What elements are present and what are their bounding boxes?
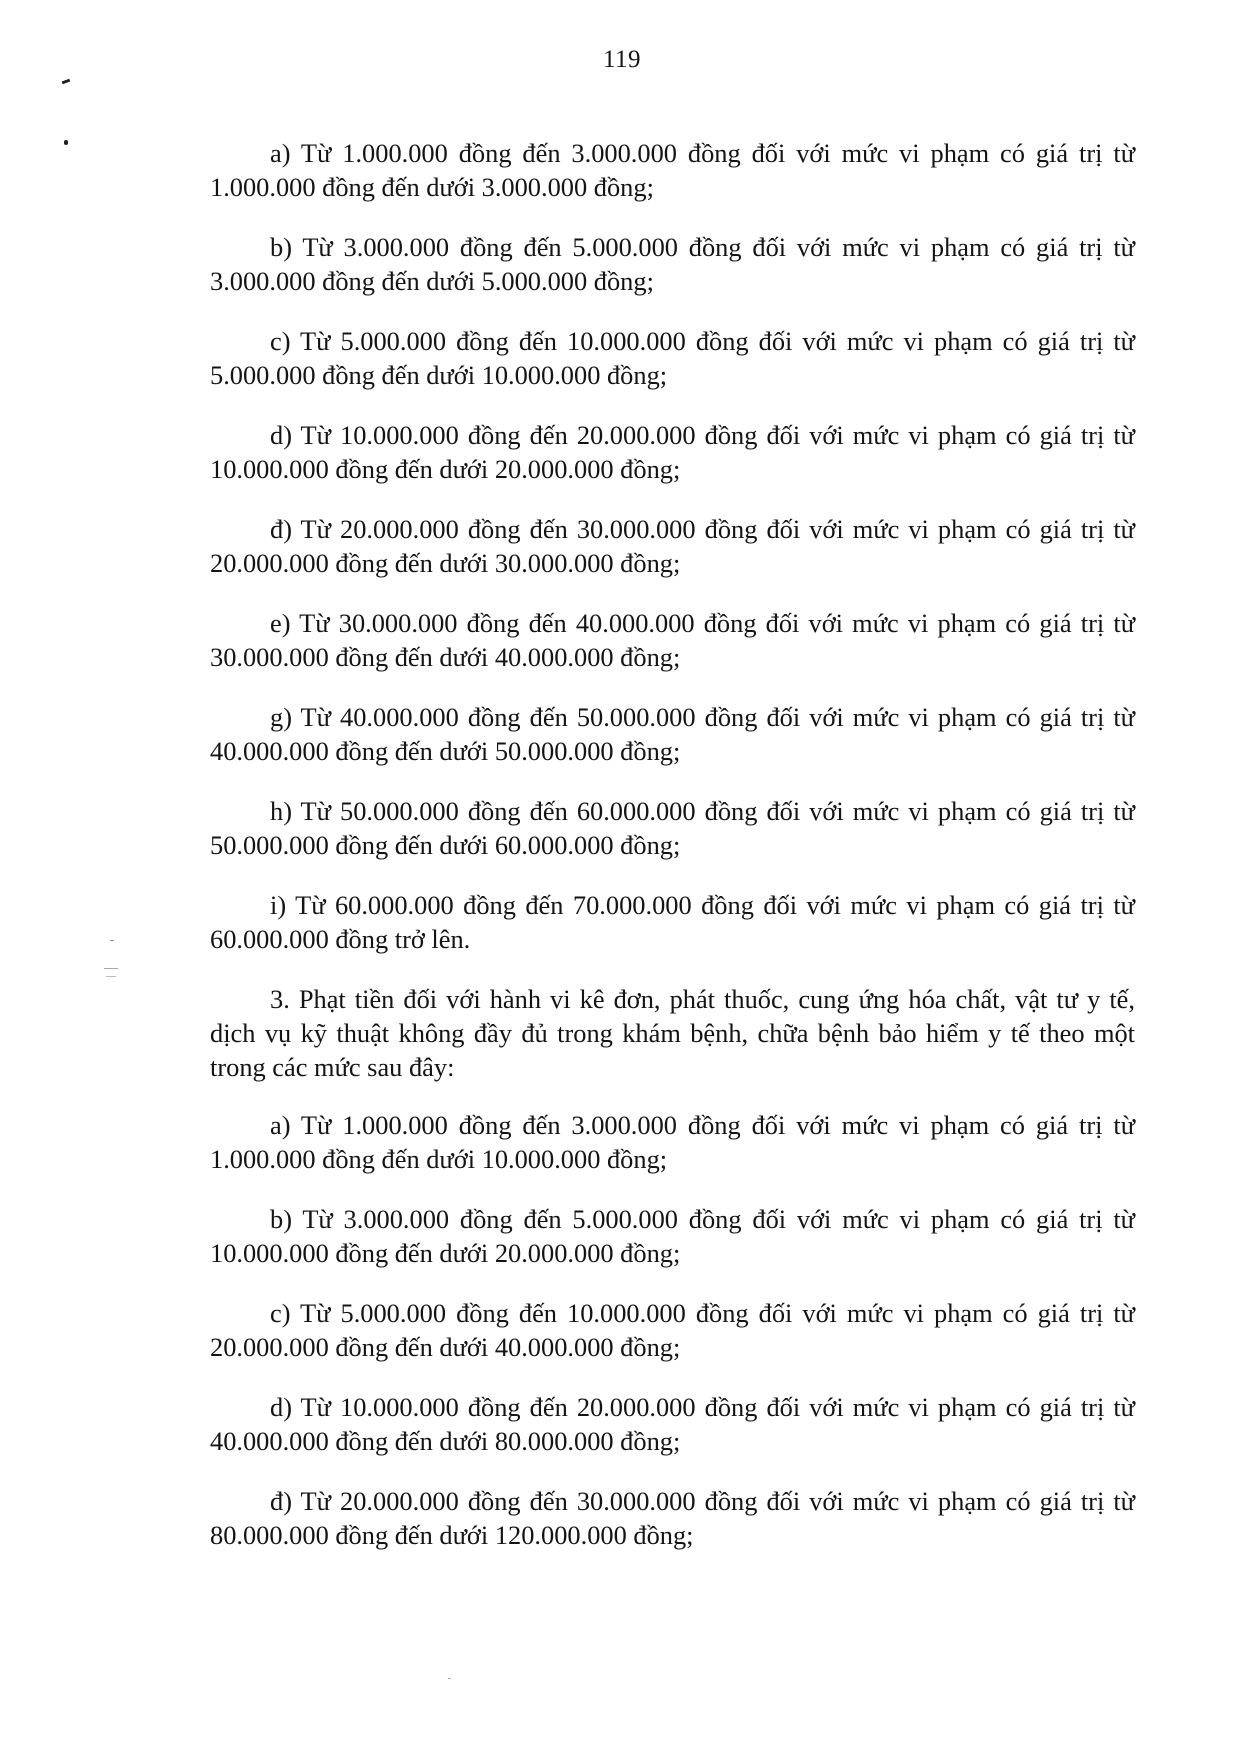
clause-2e: e) Từ 30.000.000 đồng đến 40.000.000 đồng đối với mức vi phạm có giá trị từ 30.000.000 đồng đến dưới 40.000.000 đồng;	[210, 608, 1135, 672]
clause-2g: g) Từ 40.000.000 đồng đến 50.000.000 đồng đối với mức vi phạm có giá trị từ 40.000.000 đồng đến dưới 50.000.000 đồng;	[210, 702, 1135, 766]
scan-mark	[64, 140, 68, 145]
page-number: 119	[602, 46, 642, 73]
scan-mark	[62, 79, 71, 85]
clause-2a: a) Từ 1.000.000 đồng đến 3.000.000 đồng đối với mức vi phạm có giá trị từ 1.000.000 đồng đến dưới 3.000.000 đồng;	[210, 138, 1135, 202]
document-body	[210, 136, 1135, 1578]
clause-3d: d) Từ 10.000.000 đồng đến 20.000.000 đồng đối với mức vi phạm có giá trị từ 40.000.000 đồng đến dưới 80.000.000 đồng;	[210, 1392, 1135, 1456]
clause-2h: h) Từ 50.000.000 đồng đến 60.000.000 đồng đối với mức vi phạm có giá trị từ 50.000.000 đồng đến dưới 60.000.000 đồng;	[210, 796, 1135, 860]
clause-3c: c) Từ 5.000.000 đồng đến 10.000.000 đồng đối với mức vi phạm có giá trị từ 20.000.000 đồng đến dưới 40.000.000 đồng;	[210, 1298, 1135, 1362]
scan-mark	[448, 1678, 451, 1679]
clause-2i: i) Từ 60.000.000 đồng đến 70.000.000 đồng đối với mức vi phạm có giá trị từ 60.000.000 đồng trở lên.	[210, 890, 1135, 954]
scan-mark	[104, 968, 118, 969]
clause-2dd: đ) Từ 20.000.000 đồng đến 30.000.000 đồng đối với mức vi phạm có giá trị từ 20.000.000 đồng đến dưới 30.000.000 đồng;	[210, 514, 1135, 578]
scan-mark	[110, 940, 114, 941]
clause-3a: a) Từ 1.000.000 đồng đến 3.000.000 đồng đối với mức vi phạm có giá trị từ 1.000.000 đồng đến dưới 10.000.000 đồng;	[210, 1110, 1135, 1174]
clause-2b: b) Từ 3.000.000 đồng đến 5.000.000 đồng đối với mức vi phạm có giá trị từ 3.000.000 đồng đến dưới 5.000.000 đồng;	[210, 232, 1135, 296]
clause-2c: c) Từ 5.000.000 đồng đến 10.000.000 đồng đối với mức vi phạm có giá trị từ 5.000.000 đồng đến dưới 10.000.000 đồng;	[210, 326, 1135, 390]
section-3-heading: 3. Phạt tiền đối với hành vi kê đơn, phát thuốc, cung ứng hóa chất, vật tư y tế, dịch vụ kỹ thuật không đầy đủ trong khám bệnh, chữa bệnh bảo hiểm y tế theo một trong các mức sau đây:	[210, 984, 1135, 1082]
clause-2d: d) Từ 10.000.000 đồng đến 20.000.000 đồng đối với mức vi phạm có giá trị từ 10.000.000 đồng đến dưới 20.000.000 đồng;	[210, 420, 1135, 484]
scan-mark	[106, 976, 116, 977]
clause-3dd: đ) Từ 20.000.000 đồng đến 30.000.000 đồng đối với mức vi phạm có giá trị từ 80.000.000 đồng đến dưới 120.000.000 đồng;	[210, 1486, 1135, 1550]
clause-3b: b) Từ 3.000.000 đồng đến 5.000.000 đồng đối với mức vi phạm có giá trị từ 10.000.000 đồng đến dưới 20.000.000 đồng;	[210, 1204, 1135, 1268]
